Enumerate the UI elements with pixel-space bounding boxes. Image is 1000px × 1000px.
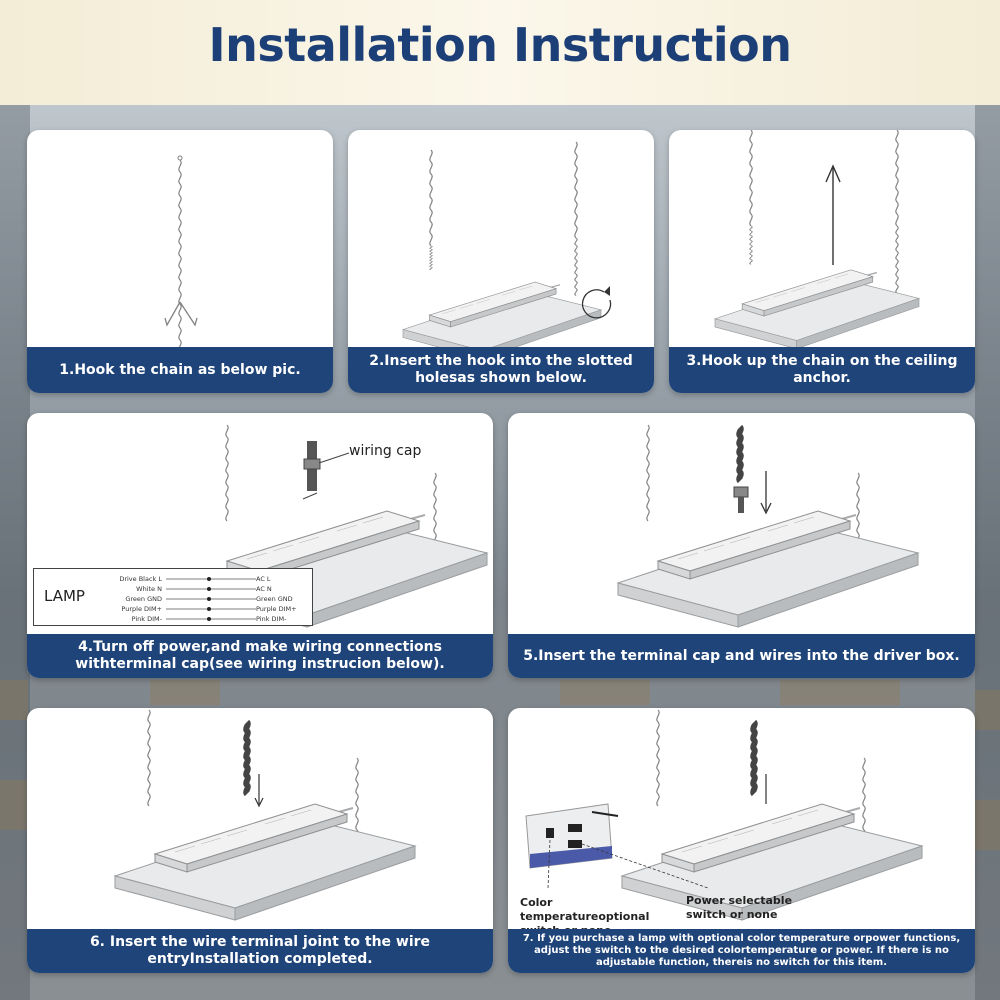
step-3-caption: 3.Hook up the chain on the ceiling anchor. [669,347,975,393]
insert-hook-illustration [348,130,654,347]
wire-right-1: AC L [256,575,271,583]
wire-right-5: Pink DIM- [256,615,287,623]
page-header [0,0,1000,105]
step-2-caption: 2.Insert the hook into the slotted holesas shown below. [348,347,654,393]
wire-left-1: Drive Black L [119,575,162,583]
step-4-card [27,413,493,678]
wire-left-4: Purple DIM+ [121,605,162,613]
step-2-card [348,130,654,393]
step-5-caption: 5.Insert the terminal cap and wires into the driver box. [508,634,975,678]
color-temperature-switch-label: Color temperatureoptional [520,896,650,923]
chain-with-hook-illustration [27,130,333,347]
step-6-caption: 6. Insert the wire terminal joint to the wire entryInstallation completed. [27,929,493,973]
step-4-caption: 4.Turn off power,and make wiring connections withterminal cap(see wiring instrucion below). [27,634,493,678]
lamp-label: LAMP [44,587,85,605]
wire-left-3: Green GND [125,595,162,603]
wire-left-2: White N [136,585,162,593]
step-1-card [27,130,333,393]
page-title: Installation Instruction [208,18,792,72]
ceiling-anchor-illustration [669,130,975,347]
step-5-card [508,413,975,678]
wire-right-3: Green GND [256,595,293,603]
wire-right-4: Purple DIM+ [256,605,297,613]
step-7-caption: 7. If you purchase a lamp with optional color temperature orpower functions, adjust the switch to the desired colortemperature or power. If there is no adjustable function, thereis no switch for this item. [508,929,975,973]
wire-left-5: Pink DIM- [131,615,162,623]
wiring-diagram [33,568,313,626]
wire-right-2: AC N [256,585,272,593]
step-3-card [669,130,975,393]
wire-terminal-joint-illustration [27,708,493,929]
power-switch-label: Power selectable switch or none [686,894,793,921]
step-6-card [27,708,493,973]
wiring-cap-label: wiring cap [349,443,422,459]
insert-terminal-cap-illustration [508,413,975,634]
step-7-card [508,708,975,973]
step-1-caption: 1.Hook the chain as below pic. [27,347,333,393]
